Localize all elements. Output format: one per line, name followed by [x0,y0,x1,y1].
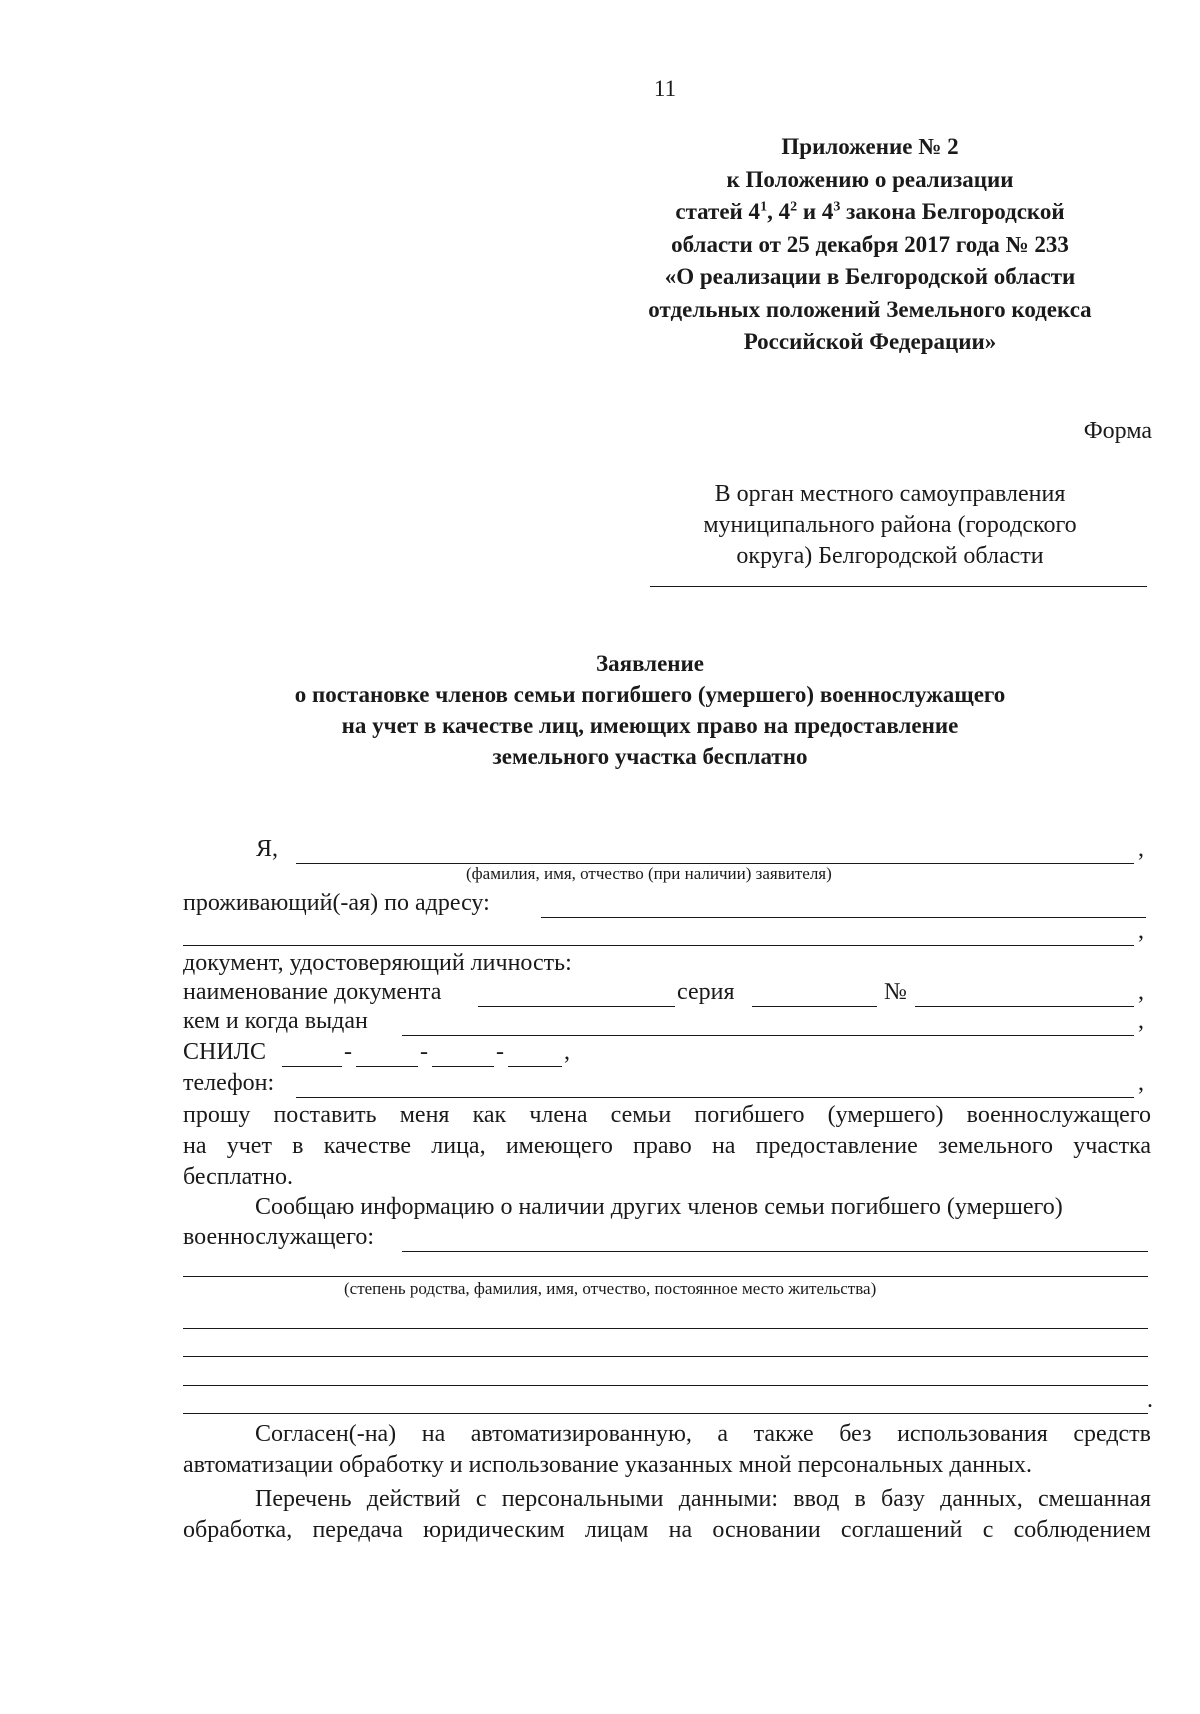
title-line: Заявление [595,651,705,676]
period: . [1147,1387,1153,1413]
addressee-name-line[interactable] [650,586,1147,587]
document-name-label: наименование документа [183,979,442,1005]
comma: , [1138,918,1144,944]
consent-paragraph [183,1419,1151,1481]
addressee-line: округа) Белгородской области [736,543,1044,569]
snils-field-1[interactable] [282,1066,342,1067]
appendix-line: статей $4^1$, $4^2$ и $4^3$ закона Белгородской [675,199,1065,224]
data-actions-paragraph [183,1484,1151,1546]
ya-label: Я, [256,836,279,862]
actions-line: Перечень действий с персональными данными: ввод в базу данных, смешанная [255,1486,1151,1512]
form-label: Форма [1083,418,1152,444]
snils-field-4[interactable] [508,1066,562,1067]
family-label: военнослужащего: [183,1224,374,1250]
consent-line: автоматизации обработку и использование указанных мной персональных данных. [183,1452,1033,1478]
addressee-line: В орган местного самоуправления [714,481,1066,507]
snils-dash: - [496,1039,504,1065]
title-line: земельного участка бесплатно [492,744,808,769]
appendix-line: Российской Федерации» [743,329,997,354]
family-field[interactable] [402,1251,1148,1252]
snils-field-2[interactable] [356,1066,418,1067]
request-line: на учет в качестве лица, имеющего право на предоставление земельного участка [183,1133,1151,1159]
comma: , [564,1039,570,1065]
appendix-line: «О реализации в Белгородской области [664,264,1076,289]
phone-field[interactable] [296,1097,1134,1098]
page-number: 11 [653,76,677,101]
snils-label: СНИЛС [183,1039,266,1065]
consent-line: Согласен(-на) на автоматизированную, а также без использования средств [255,1421,1151,1447]
comma: , [1138,1008,1144,1034]
addressee-block [660,479,1120,572]
id-document-label: документ, удостоверяющий личность: [183,950,572,976]
family-caption: (степень родства, фамилия, имя, отчество, постоянное место жительства) [344,1279,877,1298]
actions-line: обработка, передача юридическим лицам на основании соглашений с соблюдением [183,1517,1151,1543]
series-field[interactable] [752,1006,877,1007]
family-paragraph [183,1192,1151,1223]
number-field[interactable] [915,1006,1134,1007]
document-title [200,648,1100,772]
snils-dash: - [344,1039,352,1065]
comma: , [1138,836,1144,862]
request-line: бесплатно. [183,1164,293,1190]
series-label: серия [677,979,735,1005]
issued-by-label: кем и когда выдан [183,1008,368,1034]
address-field[interactable] [541,917,1146,918]
title-line: о постановке членов семьи погибшего (умершего) военнослужащего [294,682,1006,707]
family-field-2[interactable] [183,1276,1148,1277]
title-line: на учет в качестве лиц, имеющих право на предоставление [341,713,959,738]
snils-dash: - [420,1039,428,1065]
number-label: № [884,979,907,1005]
addressee-line: муниципального района (городского [703,512,1077,538]
appendix-line: области от 25 декабря 2017 года № 233 [671,231,1069,257]
address-label: проживающий(-ая) по адресу: [183,890,490,916]
issued-by-field[interactable] [402,1035,1134,1036]
appendix-header [620,131,1120,359]
phone-label: телефон: [183,1070,275,1096]
family-field-5[interactable] [183,1385,1148,1386]
appendix-line: отдельных положений Земельного кодекса [648,296,1092,322]
family-field-3[interactable] [183,1328,1148,1329]
address-field-2[interactable] [183,945,1134,946]
comma: , [1138,1070,1144,1096]
family-field-4[interactable] [183,1356,1148,1357]
snils-field-3[interactable] [432,1066,494,1067]
comma: , [1138,979,1144,1005]
request-paragraph [183,1100,1151,1193]
appendix-line: к Положению о реализации [726,166,1014,192]
family-field-6[interactable] [183,1413,1148,1414]
full-name-caption: (фамилия, имя, отчество (при наличии) заявителя) [466,864,832,883]
document-name-field[interactable] [478,1006,675,1007]
request-line: прошу поставить меня как члена семьи погибшего (умершего) военнослужащего [183,1102,1151,1128]
appendix-line: Приложение № 2 [781,134,959,159]
family-line: Сообщаю информацию о наличии других членов семьи погибшего (умершего) [255,1194,1063,1220]
